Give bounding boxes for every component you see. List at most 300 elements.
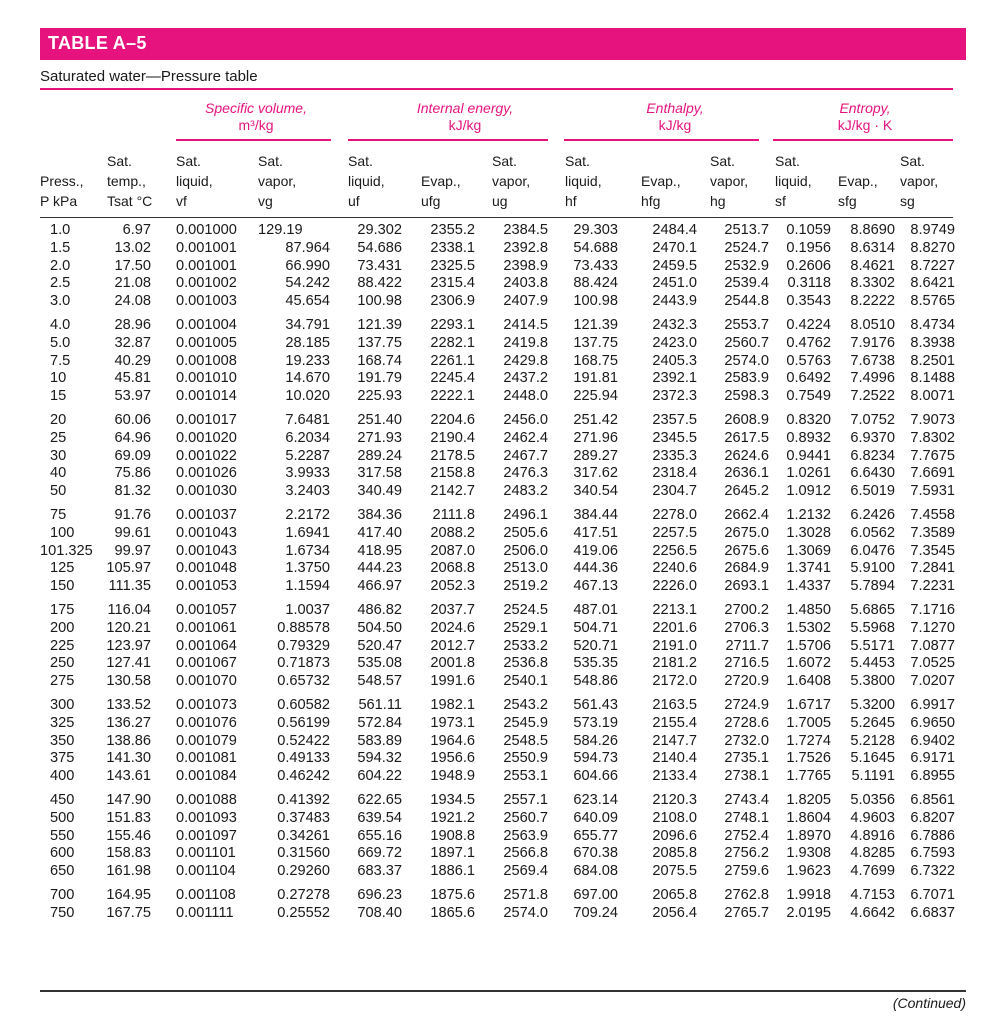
cell-ug: 2529.1 [503, 619, 548, 636]
cell-press: 5.0 [50, 334, 71, 351]
group-enthalpy [600, 100, 750, 134]
cell-vf: 0.001043 [176, 542, 237, 559]
cell-ug: 2513.0 [503, 560, 548, 577]
cell-vg: 0.34261 [277, 827, 330, 844]
cell-hg: 2735.1 [724, 750, 769, 767]
cell-tsat: 24.08 [114, 293, 151, 310]
cell-vf: 0.001010 [176, 370, 237, 387]
cell-hg: 2752.4 [724, 827, 769, 844]
cell-sg: 8.6421 [910, 275, 955, 292]
cell-ufg: 2052.3 [430, 578, 475, 595]
cell-ufg: 2178.5 [430, 447, 475, 464]
cell-vf: 0.001081 [176, 750, 237, 767]
cell-ug: 2462.4 [503, 429, 548, 446]
cell-ug: 2437.2 [503, 370, 548, 387]
cell-hfg: 2372.3 [652, 388, 697, 405]
cell-tsat: 120.21 [106, 619, 151, 636]
cell-sg: 8.3938 [910, 334, 955, 351]
cell-sfg: 6.8234 [850, 447, 895, 464]
cell-ug: 2560.7 [503, 809, 548, 826]
cell-press: 275 [50, 673, 75, 690]
cell-tsat: 40.29 [114, 352, 151, 369]
header-sfg-symbol: sfg [838, 193, 857, 209]
cell-vg: 0.37483 [277, 809, 330, 826]
cell-ug: 2571.8 [503, 887, 548, 903]
cell-vg: 0.25552 [277, 904, 330, 921]
cell-uf: 137.75 [357, 334, 402, 351]
cell-hg: 2544.8 [724, 293, 769, 310]
cell-tsat: 91.76 [114, 507, 151, 523]
cell-hfg: 2256.5 [652, 542, 697, 559]
cell-vg: 0.56199 [277, 714, 330, 731]
cell-hfg: 2432.3 [652, 317, 697, 333]
table-subtitle: Saturated water—Pressure table [40, 68, 258, 85]
cell-ug: 2543.2 [503, 697, 548, 713]
cell-hf: 73.433 [573, 257, 618, 274]
cell-ug: 2553.1 [503, 768, 548, 785]
cell-vf: 0.001076 [176, 714, 237, 731]
cell-sfg: 4.6642 [850, 904, 895, 921]
cell-hfg: 2423.0 [652, 334, 697, 351]
cell-hf: 670.38 [573, 845, 618, 862]
cell-tsat: 161.98 [106, 863, 151, 880]
cell-vg: 0.49133 [277, 750, 330, 767]
cell-sg: 8.7227 [910, 257, 955, 274]
cell-vg: 87.964 [285, 239, 330, 256]
cell-press: 15 [50, 388, 67, 405]
cell-press: 550 [50, 827, 75, 844]
cell-hf: 137.75 [573, 334, 618, 351]
cell-hg: 2513.7 [724, 222, 769, 238]
cell-sf: 1.6408 [786, 673, 831, 690]
header-uf: Sat. liquid, uf [348, 153, 385, 209]
cell-vf: 0.001000 [176, 222, 237, 238]
cell-hf: 684.08 [573, 863, 618, 880]
cell-press: 650 [50, 863, 75, 880]
cell-hf: 384.44 [573, 507, 618, 523]
cell-ufg: 1982.1 [430, 697, 475, 713]
cell-vg: 45.654 [285, 293, 330, 310]
group-entropy-unit: kJ/kg · K [837, 117, 893, 133]
cell-sg: 8.0071 [910, 388, 955, 405]
cell-ufg: 1964.6 [430, 732, 475, 749]
cell-ug: 2557.1 [503, 792, 548, 808]
cell-hg: 2728.6 [724, 714, 769, 731]
cell-sf: 1.0912 [786, 483, 831, 500]
cell-press: 375 [50, 750, 75, 767]
cell-sg: 7.6691 [910, 465, 955, 482]
subtitle-rule [40, 88, 953, 90]
cell-hg: 2700.2 [724, 602, 769, 618]
cell-sg: 7.2841 [910, 560, 955, 577]
cell-hg: 2759.6 [724, 863, 769, 880]
cell-uf: 271.93 [357, 429, 402, 446]
cell-vf: 0.001043 [176, 524, 237, 541]
cell-sg: 6.9650 [910, 714, 955, 731]
cell-press: 700 [50, 887, 75, 903]
cell-hfg: 2318.4 [652, 465, 697, 482]
cell-sfg: 4.9603 [850, 809, 895, 826]
cell-uf: 639.54 [357, 809, 402, 826]
cell-hg: 2636.1 [724, 465, 769, 482]
cell-sg: 8.9749 [910, 222, 955, 238]
cell-uf: 384.36 [357, 507, 402, 523]
cell-sf: 1.8604 [786, 809, 831, 826]
cell-ug: 2533.2 [503, 637, 548, 654]
cell-vf: 0.001017 [176, 412, 237, 428]
cell-hf: 340.54 [573, 483, 618, 500]
header-sf-symbol: sf [775, 193, 786, 209]
cell-hg: 2706.3 [724, 619, 769, 636]
cell-hg: 2553.7 [724, 317, 769, 333]
cell-vf: 0.001001 [176, 257, 237, 274]
cell-uf: 486.82 [357, 602, 402, 618]
cell-sg: 7.2231 [910, 578, 955, 595]
cell-uf: 669.72 [357, 845, 402, 862]
cell-hfg: 2155.4 [652, 714, 697, 731]
cell-vf: 0.001061 [176, 619, 237, 636]
cell-sg: 6.6837 [910, 904, 955, 921]
cell-ufg: 1948.9 [430, 768, 475, 785]
header-tsat: Sat. temp., Tsat °C [107, 153, 153, 209]
cell-hfg: 2147.7 [652, 732, 697, 749]
cell-vg: 0.88578 [277, 619, 330, 636]
cell-sfg: 4.8285 [850, 845, 895, 862]
cell-ufg: 2087.0 [430, 542, 475, 559]
cell-vg: 3.2403 [285, 483, 330, 500]
cell-tsat: 105.97 [106, 560, 151, 577]
cell-press: 300 [50, 697, 75, 713]
cell-tsat: 17.50 [114, 257, 151, 274]
cell-hg: 2743.4 [724, 792, 769, 808]
cell-press: 10 [50, 370, 67, 387]
cell-hfg: 2213.1 [652, 602, 697, 618]
cell-tsat: 6.97 [122, 222, 151, 238]
cell-tsat: 69.09 [114, 447, 151, 464]
cell-tsat: 167.75 [106, 904, 151, 921]
cell-sg: 6.7071 [910, 887, 955, 903]
header-sg-symbol: sg [900, 193, 915, 209]
cell-hfg: 2257.5 [652, 524, 697, 541]
cell-hf: 561.43 [573, 697, 618, 713]
cell-vf: 0.001022 [176, 447, 237, 464]
cell-ufg: 2315.4 [430, 275, 475, 292]
cell-tsat: 53.97 [114, 388, 151, 405]
cell-press: 4.0 [50, 317, 71, 333]
cell-vg: 0.79329 [277, 637, 330, 654]
cell-uf: 572.84 [357, 714, 402, 731]
header-vf: Sat. liquid, vf [176, 153, 213, 209]
cell-sf: 0.9441 [786, 447, 831, 464]
cell-ug: 2476.3 [503, 465, 548, 482]
cell-sg: 6.9917 [910, 697, 955, 713]
cell-uf: 317.58 [357, 465, 402, 482]
cell-ufg: 1921.2 [430, 809, 475, 826]
cell-vg: 7.6481 [285, 412, 330, 428]
cell-ufg: 1908.8 [430, 827, 475, 844]
cell-sfg: 4.8916 [850, 827, 895, 844]
cell-sfg: 5.7894 [850, 578, 895, 595]
cell-sg: 7.8302 [910, 429, 955, 446]
cell-hg: 2738.1 [724, 768, 769, 785]
cell-hf: 29.303 [573, 222, 618, 238]
cell-hf: 535.35 [573, 655, 618, 672]
header-sf: Sat. liquid, sf [775, 153, 812, 209]
cell-hg: 2765.7 [724, 904, 769, 921]
cell-ufg: 2190.4 [430, 429, 475, 446]
cell-ug: 2505.6 [503, 524, 548, 541]
cell-tsat: 127.41 [106, 655, 151, 672]
cell-vf: 0.001111 [176, 904, 234, 921]
cell-tsat: 155.46 [106, 827, 151, 844]
cell-tsat: 143.61 [106, 768, 151, 785]
cell-tsat: 28.96 [114, 317, 151, 333]
cell-hfg: 2278.0 [652, 507, 697, 523]
cell-hf: 317.62 [573, 465, 618, 482]
cell-ug: 2496.1 [503, 507, 548, 523]
cell-sg: 6.7593 [910, 845, 955, 862]
cell-sg: 8.2501 [910, 352, 955, 369]
cell-vg: 0.31560 [277, 845, 330, 862]
cell-vf: 0.001003 [176, 293, 237, 310]
cell-sg: 7.1270 [910, 619, 955, 636]
cell-ug: 2550.9 [503, 750, 548, 767]
cell-ug: 2384.5 [503, 222, 548, 238]
cell-vf: 0.001004 [176, 317, 237, 333]
cell-press: 7.5 [50, 352, 71, 369]
cell-sg: 7.0877 [910, 637, 955, 654]
cell-press: 400 [50, 768, 75, 785]
cell-sfg: 5.9100 [850, 560, 895, 577]
cell-uf: 54.686 [357, 239, 402, 256]
cell-hfg: 2163.5 [652, 697, 697, 713]
cell-hf: 520.71 [573, 637, 618, 654]
cell-sf: 1.5302 [786, 619, 831, 636]
cell-hf: 419.06 [573, 542, 618, 559]
cell-vg: 0.52422 [277, 732, 330, 749]
cell-hf: 168.75 [573, 352, 618, 369]
cell-sf: 0.8320 [786, 412, 831, 428]
cell-vf: 0.001067 [176, 655, 237, 672]
cell-uf: 683.37 [357, 863, 402, 880]
cell-vf: 0.001073 [176, 697, 237, 713]
cell-ufg: 2088.2 [430, 524, 475, 541]
group-specific-volume [180, 100, 332, 134]
cell-vf: 0.001037 [176, 507, 237, 523]
cell-sf: 1.4850 [786, 602, 831, 618]
cell-sfg: 5.1191 [851, 768, 895, 785]
cell-tsat: 21.08 [114, 275, 151, 292]
cell-hf: 697.00 [573, 887, 618, 903]
cell-ufg: 2142.7 [430, 483, 475, 500]
cell-press: 100 [50, 524, 75, 541]
cell-sf: 1.7765 [786, 768, 831, 785]
cell-sf: 1.9308 [786, 845, 831, 862]
cell-uf: 29.302 [357, 222, 402, 238]
header-vg: Sat. vapor, vg [258, 153, 297, 209]
cell-hf: 100.98 [573, 293, 618, 310]
cell-uf: 225.93 [357, 388, 402, 405]
cell-hf: 191.81 [573, 370, 618, 387]
cell-vf: 0.001053 [176, 578, 237, 595]
cell-vf: 0.001008 [176, 352, 237, 369]
cell-hg: 2675.0 [724, 524, 769, 541]
cell-vf: 0.001079 [176, 732, 237, 749]
header-hg-symbol: hg [710, 193, 726, 209]
cell-uf: 622.65 [357, 792, 402, 808]
cell-sf: 0.4224 [786, 317, 831, 333]
cell-vg: 6.2034 [285, 429, 330, 446]
cell-vg: 1.6941 [285, 524, 330, 541]
cell-tsat: 141.30 [106, 750, 151, 767]
cell-sf: 1.3028 [786, 524, 831, 541]
cell-sg: 6.9402 [910, 732, 955, 749]
cell-ufg: 2001.8 [430, 655, 475, 672]
cell-sg: 7.3589 [910, 524, 955, 541]
cell-tsat: 164.95 [106, 887, 151, 903]
cell-hg: 2724.9 [724, 697, 769, 713]
cell-hf: 655.77 [573, 827, 618, 844]
cell-sfg: 8.3302 [850, 275, 895, 292]
cell-vg: 0.27278 [277, 887, 330, 903]
cell-hfg: 2345.5 [652, 429, 697, 446]
cell-hf: 225.94 [573, 388, 618, 405]
cell-sg: 8.1488 [910, 370, 955, 387]
cell-hfg: 2357.5 [652, 412, 697, 428]
cell-sfg: 4.7153 [850, 887, 895, 903]
cell-sf: 1.5706 [786, 637, 831, 654]
cell-uf: 168.74 [357, 352, 402, 369]
cell-hf: 594.73 [573, 750, 618, 767]
cell-hfg: 2140.4 [652, 750, 697, 767]
cell-vg: 0.41392 [277, 792, 330, 808]
cell-hg: 2645.2 [724, 483, 769, 500]
cell-vg: 19.233 [285, 352, 330, 369]
cell-press: 750 [50, 904, 75, 921]
cell-hfg: 2451.0 [652, 275, 697, 292]
cell-tsat: 45.81 [114, 370, 151, 387]
cell-hg: 2624.6 [724, 447, 769, 464]
header-vg-symbol: vg [258, 193, 273, 209]
cell-vg: 3.9933 [285, 465, 330, 482]
cell-vf: 0.001088 [176, 792, 237, 808]
cell-hf: 604.66 [573, 768, 618, 785]
cell-press: 250 [50, 655, 75, 672]
cell-uf: 504.50 [357, 619, 402, 636]
cell-uf: 655.16 [357, 827, 402, 844]
cell-sfg: 6.0476 [850, 542, 895, 559]
cell-hf: 271.96 [573, 429, 618, 446]
cell-vg: 5.2287 [285, 447, 330, 464]
cell-hfg: 2459.5 [652, 257, 697, 274]
cell-hfg: 2172.0 [652, 673, 697, 690]
cell-ug: 2540.1 [503, 673, 548, 690]
cell-uf: 88.422 [357, 275, 402, 292]
cell-hg: 2560.7 [724, 334, 769, 351]
cell-hfg: 2133.4 [652, 768, 697, 785]
cell-sfg: 7.6738 [850, 352, 895, 369]
cell-sf: 0.4762 [786, 334, 831, 351]
cell-sf: 0.3118 [787, 275, 831, 292]
header-ug: Sat. vapor, ug [492, 153, 531, 209]
cell-ufg: 2068.8 [430, 560, 475, 577]
cell-sf: 1.9918 [786, 887, 831, 903]
header-press: Press., P kPa [40, 173, 84, 209]
cell-vf: 0.001104 [176, 863, 236, 880]
cell-sf: 1.7526 [786, 750, 831, 767]
cell-vg: 0.65732 [277, 673, 330, 690]
cell-press: 30 [50, 447, 67, 464]
cell-sf: 1.2132 [786, 507, 831, 523]
cell-ufg: 2037.7 [430, 602, 475, 618]
cell-tsat: 81.32 [114, 483, 151, 500]
cell-press: 450 [50, 792, 75, 808]
cell-ufg: 2306.9 [430, 293, 475, 310]
cell-tsat: 75.86 [114, 465, 151, 482]
cell-ufg: 1973.1 [430, 714, 475, 731]
header-hf-symbol: hf [565, 193, 577, 209]
cell-vg: 129.19 [258, 222, 303, 238]
cell-vg: 0.29260 [277, 863, 330, 880]
cell-uf: 520.47 [357, 637, 402, 654]
cell-uf: 100.98 [357, 293, 402, 310]
cell-hf: 444.36 [573, 560, 618, 577]
header-tsat-symbol: Tsat °C [107, 193, 153, 209]
cell-ug: 2467.7 [503, 447, 548, 464]
cell-sfg: 8.0510 [850, 317, 895, 333]
cell-press: 1.0 [50, 222, 71, 238]
group-entropy-title: Entropy, [839, 100, 891, 116]
cell-vf: 0.001108 [176, 887, 236, 903]
cell-hfg: 2120.3 [652, 792, 697, 808]
cell-hg: 2583.9 [724, 370, 769, 387]
cell-sg: 8.5765 [910, 293, 955, 310]
cell-uf: 696.23 [357, 887, 402, 903]
cell-tsat: 99.61 [114, 524, 151, 541]
cell-sf: 1.4337 [786, 578, 831, 595]
cell-tsat: 158.83 [106, 845, 151, 862]
cell-vf: 0.001026 [176, 465, 237, 482]
cell-ufg: 1956.6 [430, 750, 475, 767]
cell-sfg: 6.0562 [850, 524, 895, 541]
cell-ug: 2536.8 [503, 655, 548, 672]
cell-sg: 6.8561 [910, 792, 955, 808]
cell-ug: 2414.5 [503, 317, 548, 333]
cell-hf: 251.42 [573, 412, 618, 428]
cell-tsat: 32.87 [114, 334, 151, 351]
cell-ug: 2429.8 [503, 352, 548, 369]
group-specific-volume-unit: m³/kg [238, 117, 274, 133]
group-internal-energy-unit: kJ/kg [448, 117, 482, 133]
header-hfg-symbol: hfg [641, 193, 661, 209]
cell-vg: 1.1594 [285, 578, 330, 595]
cell-press: 150 [50, 578, 75, 595]
cell-hg: 2574.0 [724, 352, 769, 369]
cell-hf: 640.09 [573, 809, 618, 826]
group-entropy [790, 100, 940, 134]
cell-vg: 1.0037 [285, 602, 330, 618]
cell-vg: 0.60582 [277, 697, 330, 713]
cell-sfg: 4.7699 [850, 863, 895, 880]
cell-press: 20 [50, 412, 67, 428]
cell-sfg: 8.4621 [850, 257, 895, 274]
cell-tsat: 111.35 [108, 578, 151, 595]
cell-vf: 0.001097 [176, 827, 237, 844]
cell-press: 125 [50, 560, 75, 577]
cell-uf: 594.32 [357, 750, 402, 767]
cell-ufg: 1991.6 [430, 673, 475, 690]
cell-press: 50 [50, 483, 67, 500]
